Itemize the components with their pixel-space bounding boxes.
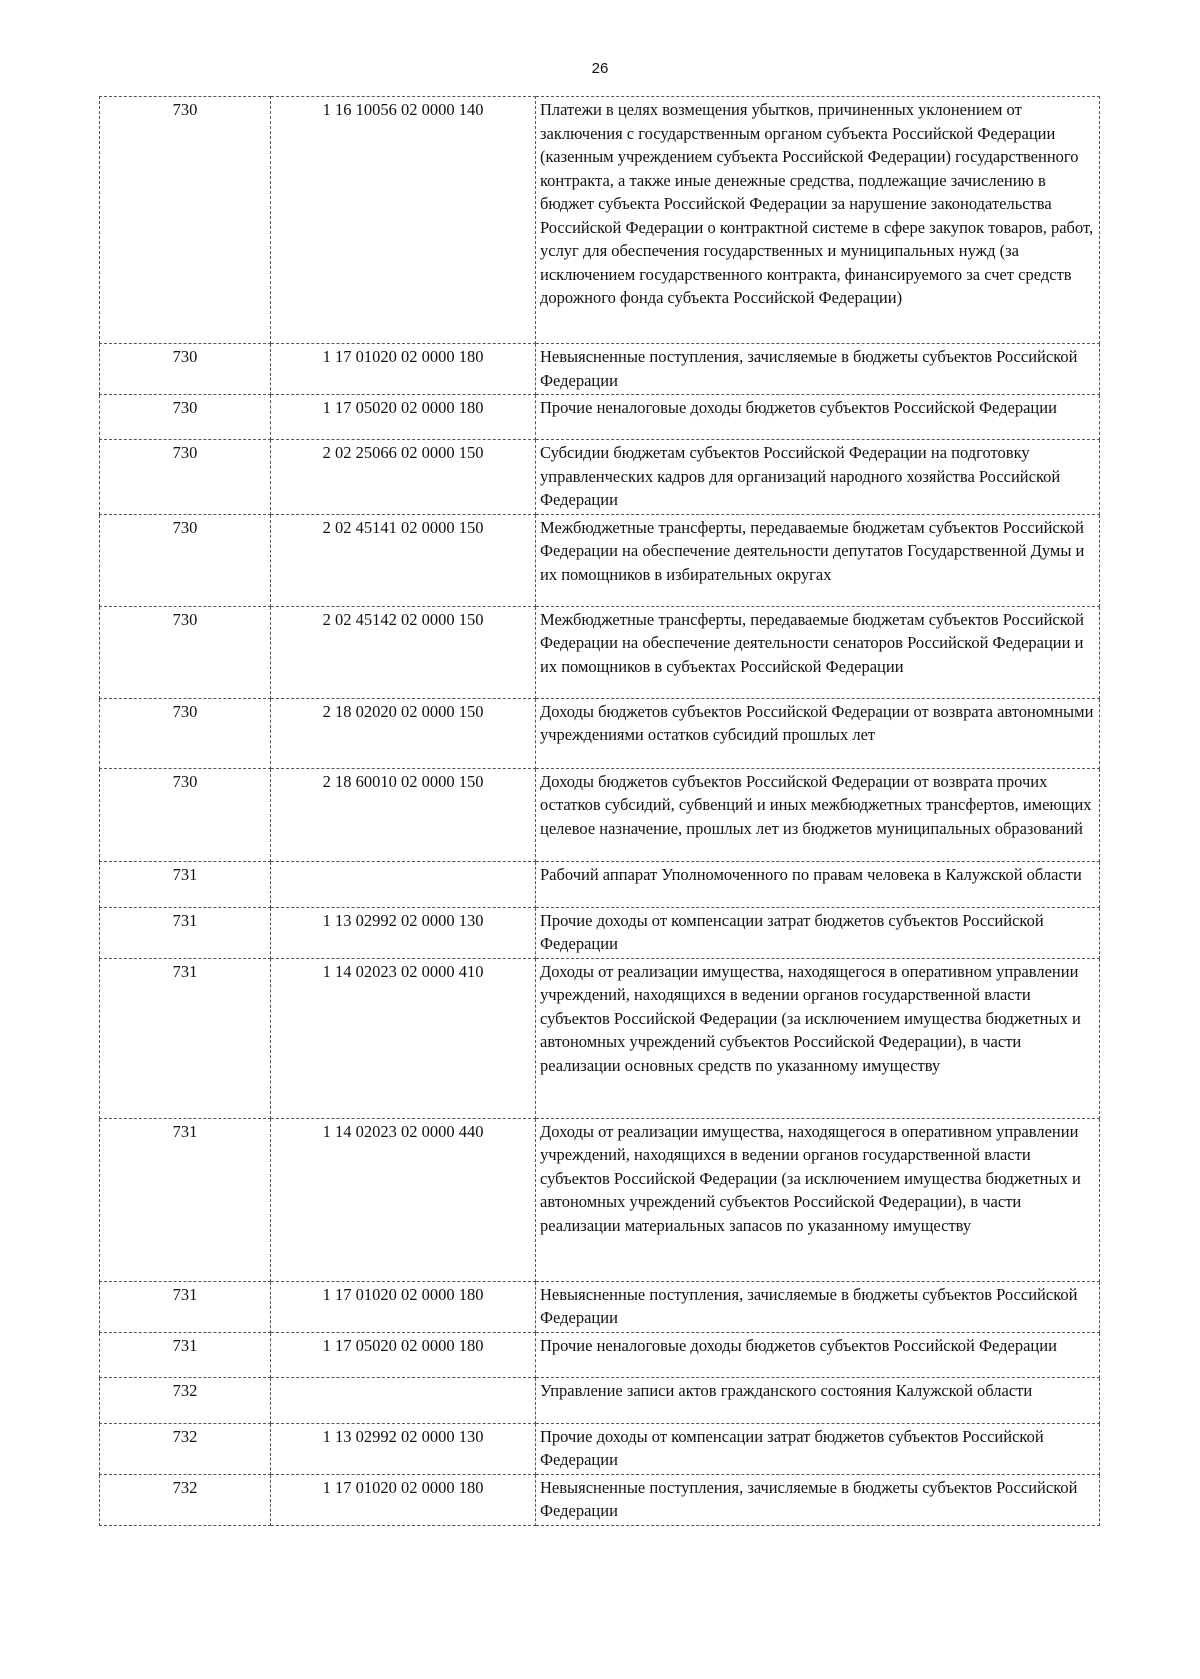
budget-code-cell: 2 02 25066 02 0000 150	[271, 440, 536, 515]
income-name-cell: Прочие неналоговые доходы бюджетов субъектов Российской Федерации	[536, 395, 1100, 440]
table-row	[100, 1332, 1100, 1377]
income-name-cell: Субсидии бюджетам субъектов Российской Федерации на подготовку управленческих кадров для организаций народного хозяйства Российской Федерации	[536, 440, 1100, 515]
budget-code-cell: 1 13 02992 02 0000 130	[271, 907, 536, 958]
table-row	[100, 395, 1100, 440]
table-row	[100, 907, 1100, 958]
admin-code-cell: 730	[100, 344, 271, 395]
income-name-cell: Прочие неналоговые доходы бюджетов субъектов Российской Федерации	[536, 1332, 1100, 1377]
revenue-code-table	[99, 96, 1100, 1526]
budget-code-cell: 1 13 02992 02 0000 130	[271, 1423, 536, 1474]
table-row	[100, 1377, 1100, 1423]
admin-code-cell: 732	[100, 1377, 271, 1423]
budget-code-cell: 2 18 02020 02 0000 150	[271, 698, 536, 768]
income-name-cell: Управление записи актов гражданского состояния Калужской области	[536, 1377, 1100, 1423]
admin-code-cell: 730	[100, 514, 271, 606]
income-name-cell: Доходы от реализации имущества, находящегося в оперативном управлении учреждений, находящихся в ведении органов государственной власти субъектов Российской Федерации (за исключением имущества бюджетных и автономных учреждений субъектов Российской Федерации), в части реализации материальных запасов по указанному имуществу	[536, 1118, 1100, 1281]
table-row	[100, 344, 1100, 395]
income-name-cell: Межбюджетные трансферты, передаваемые бюджетам субъектов Российской Федерации на обеспечение деятельности сенаторов Российской Федерации и их помощников в субъектах Российской Федерации	[536, 606, 1100, 698]
table-row	[100, 514, 1100, 606]
table-row	[100, 958, 1100, 1118]
admin-code-cell: 730	[100, 698, 271, 768]
admin-code-cell: 731	[100, 1332, 271, 1377]
admin-code-cell: 732	[100, 1423, 271, 1474]
admin-code-cell: 731	[100, 861, 271, 907]
table-row	[100, 861, 1100, 907]
table-row	[100, 768, 1100, 861]
budget-code-cell: 1 17 01020 02 0000 180	[271, 1281, 536, 1332]
income-name-cell: Невыясненные поступления, зачисляемые в бюджеты субъектов Российской Федерации	[536, 1474, 1100, 1525]
admin-code-cell: 731	[100, 958, 271, 1118]
admin-code-cell: 731	[100, 1281, 271, 1332]
income-name-cell: Доходы бюджетов субъектов Российской Федерации от возврата прочих остатков субсидий, субвенций и иных межбюджетных трансфертов, имеющих целевое назначение, прошлых лет из бюджетов муниципальных образований	[536, 768, 1100, 861]
admin-code-cell: 730	[100, 395, 271, 440]
admin-code-cell: 730	[100, 97, 271, 344]
admin-code-cell: 731	[100, 907, 271, 958]
budget-code-cell: 1 17 01020 02 0000 180	[271, 1474, 536, 1525]
budget-code-cell: 2 18 60010 02 0000 150	[271, 768, 536, 861]
budget-code-cell: 1 14 02023 02 0000 440	[271, 1118, 536, 1281]
table-row	[100, 1118, 1100, 1281]
income-name-cell: Рабочий аппарат Уполномоченного по правам человека в Калужской области	[536, 861, 1100, 907]
admin-code-cell: 730	[100, 768, 271, 861]
budget-code-cell	[271, 861, 536, 907]
income-name-cell: Межбюджетные трансферты, передаваемые бюджетам субъектов Российской Федерации на обеспечение деятельности депутатов Государственной Думы и их помощников в избирательных округах	[536, 514, 1100, 606]
budget-code-cell: 1 14 02023 02 0000 410	[271, 958, 536, 1118]
table-row	[100, 97, 1100, 344]
income-name-cell: Невыясненные поступления, зачисляемые в бюджеты субъектов Российской Федерации	[536, 1281, 1100, 1332]
income-name-cell: Доходы бюджетов субъектов Российской Федерации от возврата автономными учреждениями остатков субсидий прошлых лет	[536, 698, 1100, 768]
budget-code-cell: 1 16 10056 02 0000 140	[271, 97, 536, 344]
income-name-cell: Доходы от реализации имущества, находящегося в оперативном управлении учреждений, находящихся в ведении органов государственной власти субъектов Российской Федерации (за исключением имущества бюджетных и автономных учреждений субъектов Российской Федерации), в части реализации основных средств по указанному имуществу	[536, 958, 1100, 1118]
budget-code-cell: 2 02 45142 02 0000 150	[271, 606, 536, 698]
table-row	[100, 1423, 1100, 1474]
admin-code-cell: 732	[100, 1474, 271, 1525]
admin-code-cell: 730	[100, 606, 271, 698]
admin-code-cell: 731	[100, 1118, 271, 1281]
income-name-cell: Прочие доходы от компенсации затрат бюджетов субъектов Российской Федерации	[536, 1423, 1100, 1474]
budget-code-cell: 1 17 05020 02 0000 180	[271, 395, 536, 440]
income-name-cell: Невыясненные поступления, зачисляемые в бюджеты субъектов Российской Федерации	[536, 344, 1100, 395]
table-row	[100, 1281, 1100, 1332]
page-number: 26	[591, 60, 609, 77]
table-row	[100, 1474, 1100, 1525]
income-name-cell: Прочие доходы от компенсации затрат бюджетов субъектов Российской Федерации	[536, 907, 1100, 958]
budget-code-cell: 2 02 45141 02 0000 150	[271, 514, 536, 606]
budget-code-cell: 1 17 01020 02 0000 180	[271, 344, 536, 395]
budget-code-cell	[271, 1377, 536, 1423]
admin-code-cell: 730	[100, 440, 271, 515]
table-row	[100, 606, 1100, 698]
table-row	[100, 698, 1100, 768]
table-row	[100, 440, 1100, 515]
budget-code-cell: 1 17 05020 02 0000 180	[271, 1332, 536, 1377]
income-name-cell: Платежи в целях возмещения убытков, причиненных уклонением от заключения с государственным органом субъекта Российской Федерации (казенным учреждением субъекта Российской Федерации) государственного контракта, а также иные денежные средства, подлежащие зачислению в бюджет субъекта Российской Федерации за нарушение законодательства Российской Федерации о контрактной системе в сфере закупок товаров, работ, услуг для обеспечения государственных и муниципальных нужд (за исключением государственного контракта, финансируемого за счет средств дорожного фонда субъекта Российской Федерации)	[536, 97, 1100, 344]
